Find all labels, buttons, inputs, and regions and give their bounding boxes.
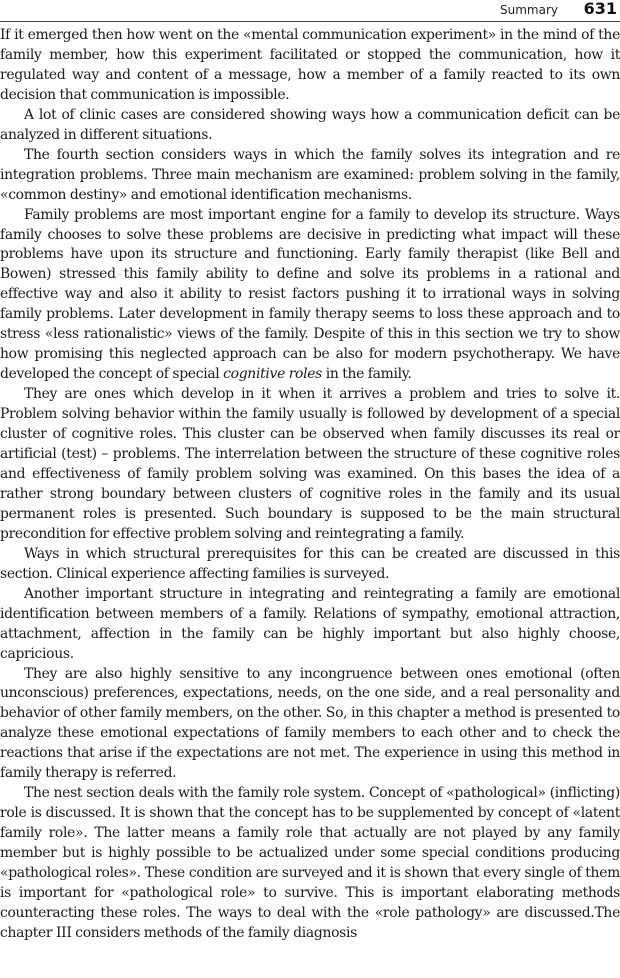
paragraph-6: Ways in which structural prerequisites for this can be created are discussed in this section. Clinical experience affecting families is surveyed. (0, 545, 620, 582)
paragraph-9: The nest section deals with the family role system. Concept of «pathological» (inflicting) role is discussed. It is shown that the concept has to be supplemented by concept of «latent family role». The latter means a family role that actually are not played by any family member but is highly possible to be actualized under some special conditions producing «pathological roles». These condition are surveyed and it is shown that every single of them is important for «pathological role» to survive. This is important elaborating methods counteracting these roles. The ways to deal with the «role pathology» are discussed.The chapter III considers methods of the family diagnosis (0, 785, 620, 941)
running-header (0, 0, 620, 24)
page-number: 631 (583, 0, 617, 18)
header-rule (0, 21, 620, 22)
paragraph-2: A lot of clinic cases are considered showing ways how a communication deficit can be analyzed in different situations. (0, 106, 620, 143)
paragraph-4-text: Family problems are most important engine for a family to develop its structure. Ways family chooses to solve these problems are decisive in predicting what impact will these problems have upon its structure and functioning. Early family therapist (like Bell and Bowen) stressed this family ability to define and solve its problems in a rational and effective way and also it ability to resist factors pushing it to irrational ways in solving family problems. Later development in family therapy seems to loss these approach and to stress «less rationalistic» views of the family. Despite of this in this section we try to show how promising this neglected approach can be also for modern psychotherapy. We have developed the concept of special (0, 206, 620, 383)
paragraph-3: The fourth section considers ways in which the family solves its integration and re integration problems. Three main mechanism are examined: problem solving in the family, «common destiny» and emotional identification mechanisms. (0, 146, 620, 203)
paragraph-5: They are ones which develop in it when it arrives a problem and tries to solve it. Problem solving behavior within the family usually is followed by development of a special cluster of cognitive roles. This cluster can be observed when family discusses its real or artificial (test) – problems. The interrelation between the structure of these cognitive roles and effectiveness of family problem solving was examined. On this bases the idea of a rather strong boundary between clusters of cognitive roles in the family and its usual permanent roles is presented. Such boundary is supposed to be the main structural precondition for effective problem solving and reintegrating a family. (0, 386, 620, 542)
cognitive-roles-emphasis: cognitive roles (223, 366, 322, 383)
paragraph-4-tail: in the family. (322, 366, 412, 383)
paragraph-4 (0, 206, 620, 386)
running-header-section: Summary (500, 3, 558, 17)
paragraph-1: If it emerged then how went on the «mental communication experiment» in the mind of the family member, how this experiment facilitated or stopped the communication, how it regulated way and content of a message, how a member of a family reacted to its own decision that communication is impossible. (0, 27, 620, 103)
paragraph-8: They are also highly sensitive to any incongruence between ones emotional (often unconscious) preferences, expectations, needs, on the one side, and a real personality and behavior of other family members, on the other. So, in this chapter a method is presented to analyze these emotional expectations of family members to each other and to check the reactions that arise if the expectations are not met. The experience in using this method in family therapy is referred. (0, 665, 620, 782)
body-text (0, 26, 620, 944)
paragraph-7: Another important structure in integrating and reintegrating a family are emotional identification between members of a family. Relations of sympathy, emotional attraction, attachment, affection in the family can be highly important but also highly choose, capricious. (0, 585, 620, 662)
